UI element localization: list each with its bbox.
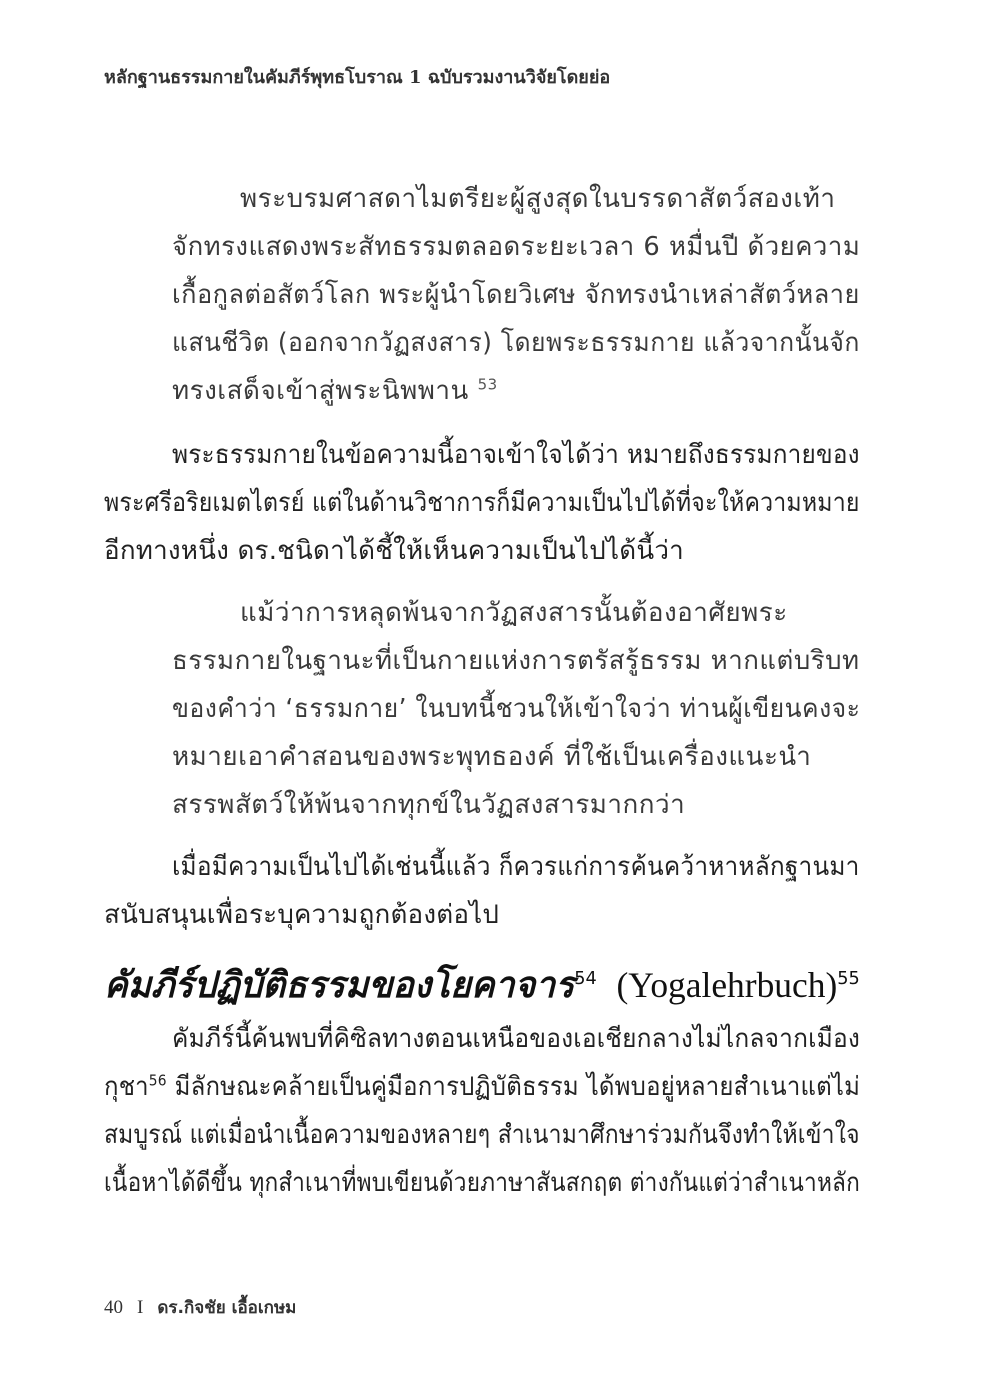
footnote-ref-53[interactable]: 53 — [477, 375, 498, 394]
para1-line: อีกทางหนึ่ง ดร.ชนิดาได้ชี้ให้เห็นความเป็นไปได้นี้ว่า — [104, 536, 684, 566]
heading-english: (Yogalehrbuch) — [616, 965, 838, 1005]
quote2-line: แม้ว่าการหลุดพ้นจากวัฏสงสารนั้นต้องอาศัยพระ — [240, 598, 788, 628]
quote1-line: เกื้อกูลต่อสัตว์โลก พระผู้นำโดยวิเศษ จักทรงนำเหล่าสัตว์หลาย — [172, 280, 860, 310]
page-footer — [104, 1294, 296, 1321]
footnote-ref-54[interactable]: 54 — [574, 968, 597, 989]
quote1-line: แสนชีวิต (ออกจากวัฏสงสาร) โดยพระธรรมกาย แล้วจากนั้นจัก — [172, 328, 860, 358]
footnote-ref-55[interactable]: 55 — [837, 968, 860, 989]
para3-line: สมบูรณ์ แต่เมื่อนำเนื้อความของหลายๆ สำเนามาศึกษาร่วมกันจึงทำให้เข้าใจ — [104, 1120, 860, 1150]
quote2-line: หมายเอาคำสอนของพระพุทธองค์ ที่ใช้เป็นเครื่องแนะนำ — [172, 742, 812, 772]
para3-text: มีลักษณะคล้ายเป็นคู่มือการปฏิบัติธรรม ได้พบอยู่หลายสำเนาแต่ไม่ — [166, 1072, 861, 1102]
para3-text: กุชา — [104, 1072, 149, 1102]
para3-line: คัมภีร์นี้ค้นพบที่คิซิลทางตอนเหนือของเอเชียกลางไม่ไกลจากเมือง — [172, 1024, 861, 1054]
quote2-line: สรรพสัตว์ให้พ้นจากทุกข์ในวัฏสงสารมากกว่า — [172, 790, 686, 820]
quote2-line: ธรรมกายในฐานะที่เป็นกายแห่งการตรัสรู้ธรรม หากแต่บริบท — [172, 646, 860, 676]
quote2-line: ของคำว่า ‘ธรรมกาย’ ในบทนี้ชวนให้เข้าใจว่า ท่านผู้เขียนคงจะ — [172, 694, 861, 724]
quote1-line: พระบรมศาสดาไมตรียะผู้สูงสุดในบรรดาสัตว์สองเท้า — [240, 184, 836, 214]
para2-line: สนับสนุนเพื่อระบุความถูกต้องต่อไป — [104, 900, 500, 930]
para3-line: เนื้อหาได้ดีขึ้น ทุกสำเนาที่พบเขียนด้วยภาษาสันสกฤต ต่างกันแต่ว่าสำเนาหลัก — [104, 1168, 860, 1198]
para3-line — [104, 1066, 860, 1107]
quote1-line — [172, 370, 498, 411]
footnote-ref-56[interactable]: 56 — [148, 1071, 167, 1090]
quote1-line: จักทรงแสดงพระสัทธรรมตลอดระยะเวลา 6 หมื่นปี ด้วยความ — [172, 232, 861, 262]
author-name: ดร.กิจชัย เอื้อเกษม — [157, 1298, 297, 1318]
quote1-last-text: ทรงเสด็จเข้าสู่พระนิพพาน — [172, 376, 469, 406]
section-heading — [104, 956, 860, 1013]
para1-line: พระธรรมกายในข้อความนี้อาจเข้าใจได้ว่า หมายถึงธรรมกายของ — [172, 440, 860, 470]
para2-line: เมื่อมีความเป็นไปได้เช่นนี้แล้ว ก็ควรแก่การค้นคว้าหาหลักฐานมา — [172, 852, 860, 882]
footer-separator: I — [137, 1297, 144, 1318]
para1-line: พระศรีอริยเมตไตรย์ แต่ในด้านวิชาการก็มีความเป็นไปได้ที่จะให้ความหมาย — [104, 488, 860, 518]
page-number: 40 — [104, 1297, 123, 1318]
running-header: หลักฐานธรรมกายในคัมภีร์พุทธโบราณ 1 ฉบับรวมงานวิจัยโดยย่อ — [104, 67, 611, 88]
heading-thai: คัมภีร์ปฏิบัติธรรมของโยคาจาร — [104, 965, 575, 1006]
